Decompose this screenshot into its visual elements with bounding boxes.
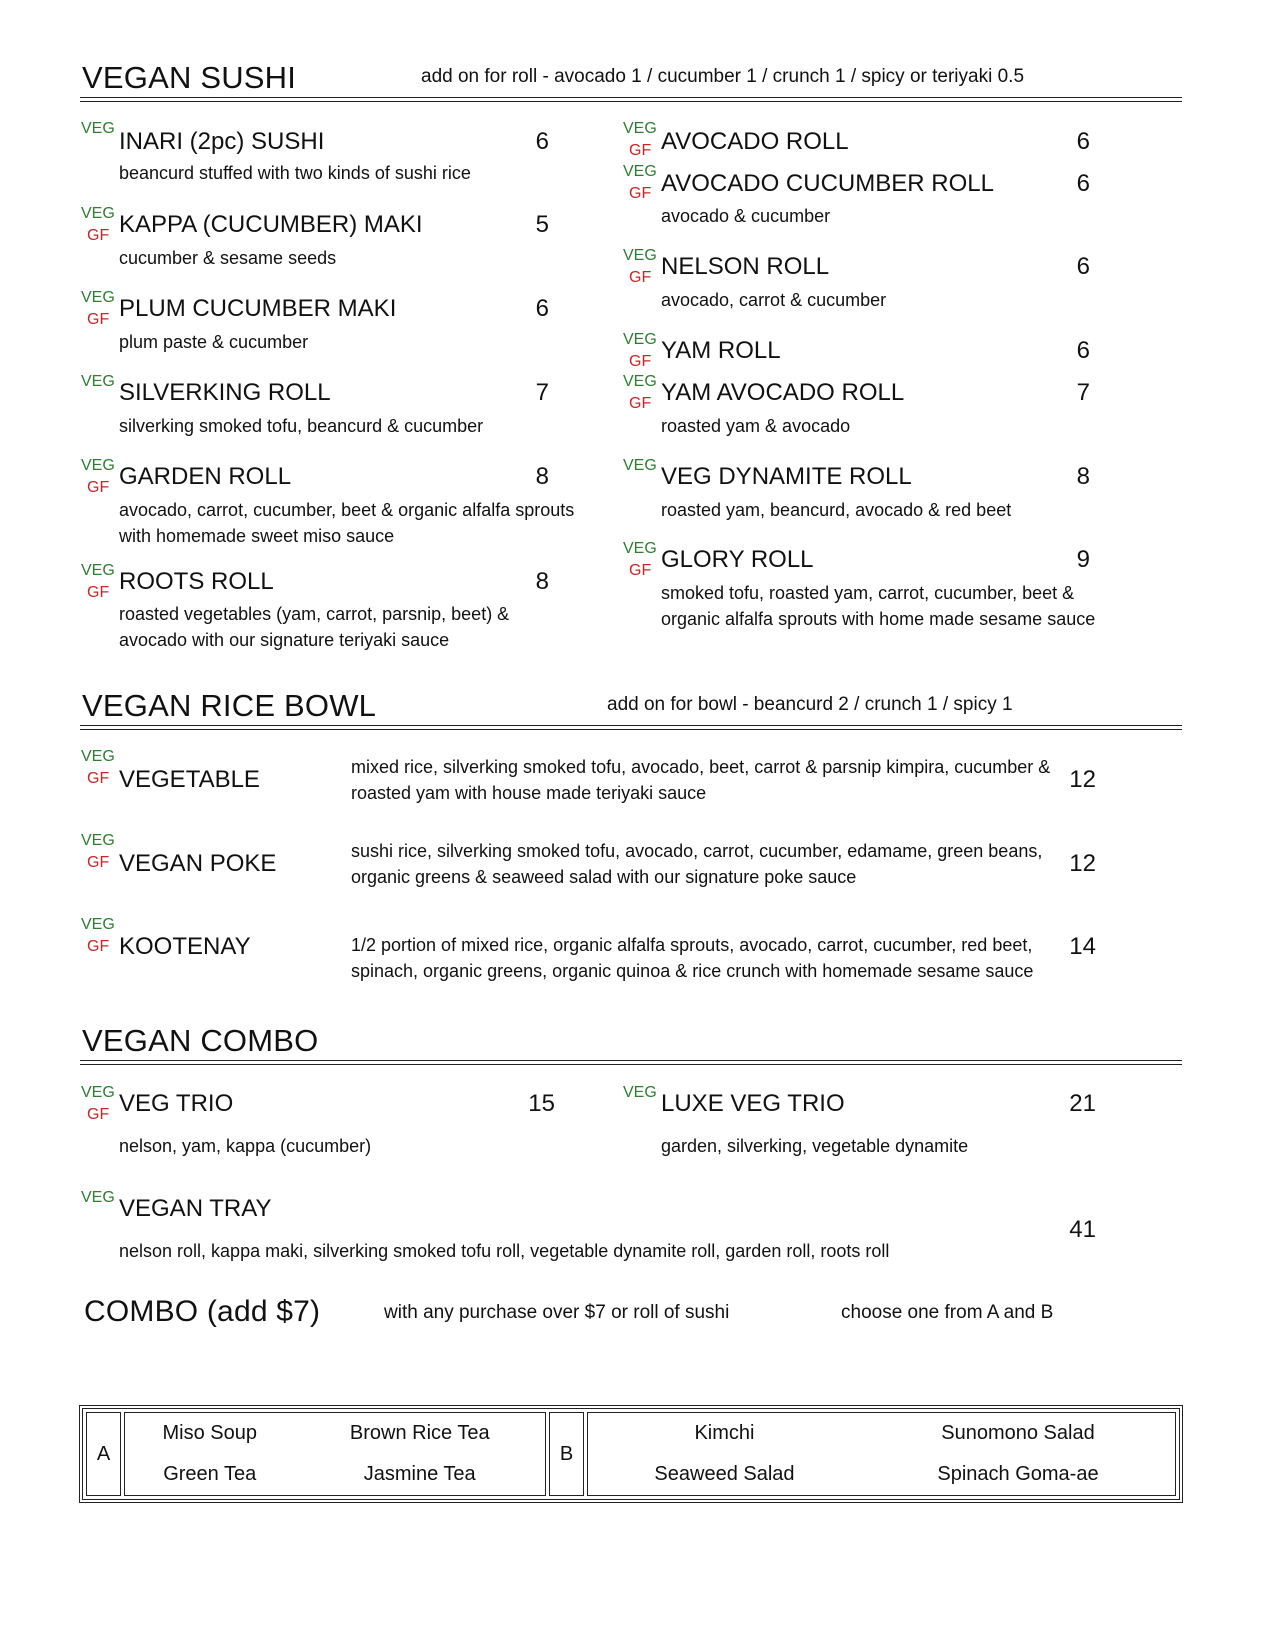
item-price: 14: [1069, 933, 1096, 960]
item-name: INARI (2pc) SUSHI: [119, 128, 325, 155]
veg-badge: VEG: [81, 205, 115, 222]
group-b-label: B: [549, 1412, 584, 1496]
item-price: 6: [1076, 337, 1090, 364]
item-price: 8: [535, 463, 549, 490]
item-price: 7: [1076, 379, 1090, 406]
item-description: smoked tofu, roasted yam, carrot, cucumber, beet & organic alfalfa sprouts with home made sesame sauce: [661, 583, 1096, 629]
item-name: AVOCADO ROLL: [661, 128, 849, 155]
item-price: 21: [1069, 1090, 1096, 1117]
veg-badge: VEG: [623, 373, 657, 390]
item-name: YAM AVOCADO ROLL: [661, 379, 905, 406]
veg-badge: VEG: [623, 1084, 657, 1101]
sushi-divider: [80, 97, 1182, 102]
item-price: 6: [1076, 170, 1090, 197]
veg-badge: VEG: [623, 163, 657, 180]
item-name: NELSON ROLL: [661, 253, 830, 280]
item-description: roasted yam & avocado: [661, 416, 851, 436]
item-name: KAPPA (CUCUMBER) MAKI: [119, 211, 423, 238]
group-b-options: [587, 1412, 1176, 1496]
option-green-tea: Green Tea: [163, 1463, 257, 1485]
sushi-section-title: VEGAN SUSHI: [82, 60, 297, 95]
veg-badge: VEG: [81, 289, 115, 306]
combo-note-choose: choose one from A and B: [841, 1302, 1054, 1323]
item-name: YAM ROLL: [661, 337, 781, 364]
item-name: AVOCADO CUCUMBER ROLL: [661, 170, 994, 197]
gf-badge: GF: [87, 311, 110, 328]
option-sunomono-salad: Sunomono Salad: [941, 1422, 1095, 1444]
item-name: GLORY ROLL: [661, 546, 814, 573]
veg-badge: VEG: [81, 1189, 115, 1206]
item-price: 8: [535, 568, 549, 595]
veg-badge: VEG: [623, 540, 657, 557]
combo-choice-table: [79, 1405, 1183, 1503]
gf-badge: GF: [629, 353, 652, 370]
bowl-addon-note: add on for bowl - beancurd 2 / crunch 1 / spicy 1: [607, 694, 1013, 715]
option-seaweed-salad: Seaweed Salad: [654, 1463, 795, 1485]
gf-badge: GF: [87, 479, 110, 496]
item-description: mixed rice, silverking smoked tofu, avocado, beet, carrot & parsnip kimpira, cucumber & roasted yam with house made teriyaki sauce: [351, 757, 1051, 803]
gf-badge: GF: [629, 562, 652, 579]
item-price: 41: [1069, 1216, 1096, 1243]
veg-badge: VEG: [623, 120, 657, 137]
gf-badge: GF: [629, 185, 652, 202]
veg-badge: VEG: [81, 457, 115, 474]
option-jasmine-tea: Jasmine Tea: [363, 1463, 476, 1485]
item-description: sushi rice, silverking smoked tofu, avocado, carrot, cucumber, edamame, green beans, organic greens & seaweed salad with our signature poke sauce: [351, 841, 1043, 887]
item-name: VEG TRIO: [119, 1090, 234, 1117]
item-price: 12: [1069, 766, 1096, 793]
item-price: 6: [535, 128, 549, 155]
item-name: PLUM CUCUMBER MAKI: [119, 295, 397, 322]
bowl-divider: [80, 725, 1182, 730]
veg-badge: VEG: [81, 748, 115, 765]
item-name: SILVERKING ROLL: [119, 379, 331, 406]
item-name: VEGAN POKE: [119, 850, 277, 877]
gf-badge: GF: [87, 584, 110, 601]
veg-badge: VEG: [623, 331, 657, 348]
item-price: 7: [535, 379, 549, 406]
item-description: 1/2 portion of mixed rice, organic alfalfa sprouts, avocado, carrot, cucumber, red beet, spinach, organic greens, organic quinoa & rice crunch with homemade sesame sauce: [351, 935, 1034, 981]
option-miso-soup: Miso Soup: [162, 1422, 257, 1444]
veg-badge: VEG: [81, 832, 115, 849]
item-name: VEG DYNAMITE ROLL: [661, 463, 912, 490]
gf-badge: GF: [87, 770, 110, 787]
gf-badge: GF: [87, 1106, 110, 1123]
group-a-label: A: [86, 1412, 121, 1496]
item-price: 5: [535, 211, 549, 238]
vcombo-divider: [80, 1060, 1182, 1065]
item-price: 12: [1069, 850, 1096, 877]
veg-badge: VEG: [81, 120, 115, 137]
item-description: cucumber & sesame seeds: [119, 248, 337, 268]
item-name: ROOTS ROLL: [119, 568, 274, 595]
gf-badge: GF: [629, 142, 652, 159]
option-kimchi: Kimchi: [694, 1422, 755, 1444]
veg-badge: VEG: [81, 1084, 115, 1101]
gf-badge: GF: [629, 395, 652, 412]
item-description: roasted yam, beancurd, avocado & red beet: [661, 500, 1012, 520]
gf-badge: GF: [87, 227, 110, 244]
item-name: KOOTENAY: [119, 933, 251, 960]
item-price: 6: [1076, 253, 1090, 280]
item-price: 6: [1076, 128, 1090, 155]
bowl-section-title: VEGAN RICE BOWL: [82, 688, 377, 723]
combo-section-title: COMBO (add $7): [84, 1295, 321, 1328]
gf-badge: GF: [87, 938, 110, 955]
item-description: plum paste & cucumber: [119, 332, 309, 352]
veg-badge: VEG: [623, 457, 657, 474]
option-brown-rice-tea: Brown Rice Tea: [349, 1422, 490, 1444]
item-description: nelson, yam, kappa (cucumber): [119, 1136, 372, 1156]
veg-badge: VEG: [81, 373, 115, 390]
veg-badge: VEG: [623, 247, 657, 264]
veg-badge: VEG: [81, 562, 115, 579]
item-name: VEGAN TRAY: [119, 1195, 272, 1222]
item-description: garden, silverking, vegetable dynamite: [661, 1136, 969, 1156]
veg-badge: VEG: [81, 916, 115, 933]
combo-note-purchase: with any purchase over $7 or roll of sushi: [384, 1302, 730, 1323]
item-price: 6: [535, 295, 549, 322]
gf-badge: GF: [87, 854, 110, 871]
option-spinach-goma-ae: Spinach Goma-ae: [937, 1463, 1099, 1485]
vcombo-section-title: VEGAN COMBO: [82, 1023, 319, 1058]
item-description: avocado, carrot & cucumber: [661, 290, 887, 310]
item-price: 9: [1076, 546, 1090, 573]
item-description: avocado & cucumber: [661, 206, 831, 226]
item-price: 15: [528, 1090, 555, 1117]
item-description: nelson roll, kappa maki, silverking smoked tofu roll, vegetable dynamite roll, garden roll, roots roll: [119, 1241, 890, 1261]
item-name: LUXE VEG TRIO: [661, 1090, 845, 1117]
item-price: 8: [1076, 463, 1090, 490]
item-description: avocado, carrot, cucumber, beet & organic alfalfa sprouts with homemade sweet miso sauce: [119, 500, 575, 546]
item-name: VEGETABLE: [119, 766, 260, 793]
gf-badge: GF: [629, 269, 652, 286]
group-a-options: [124, 1412, 546, 1496]
item-name: GARDEN ROLL: [119, 463, 292, 490]
item-description: roasted vegetables (yam, carrot, parsnip, beet) & avocado with our signature teriyaki sauce: [119, 604, 510, 650]
sushi-addon-note: add on for roll - avocado 1 / cucumber 1 / crunch 1 / spicy or teriyaki 0.5: [421, 66, 1025, 87]
item-description: silverking smoked tofu, beancurd & cucumber: [119, 416, 484, 436]
item-description: beancurd stuffed with two kinds of sushi rice: [119, 163, 471, 183]
